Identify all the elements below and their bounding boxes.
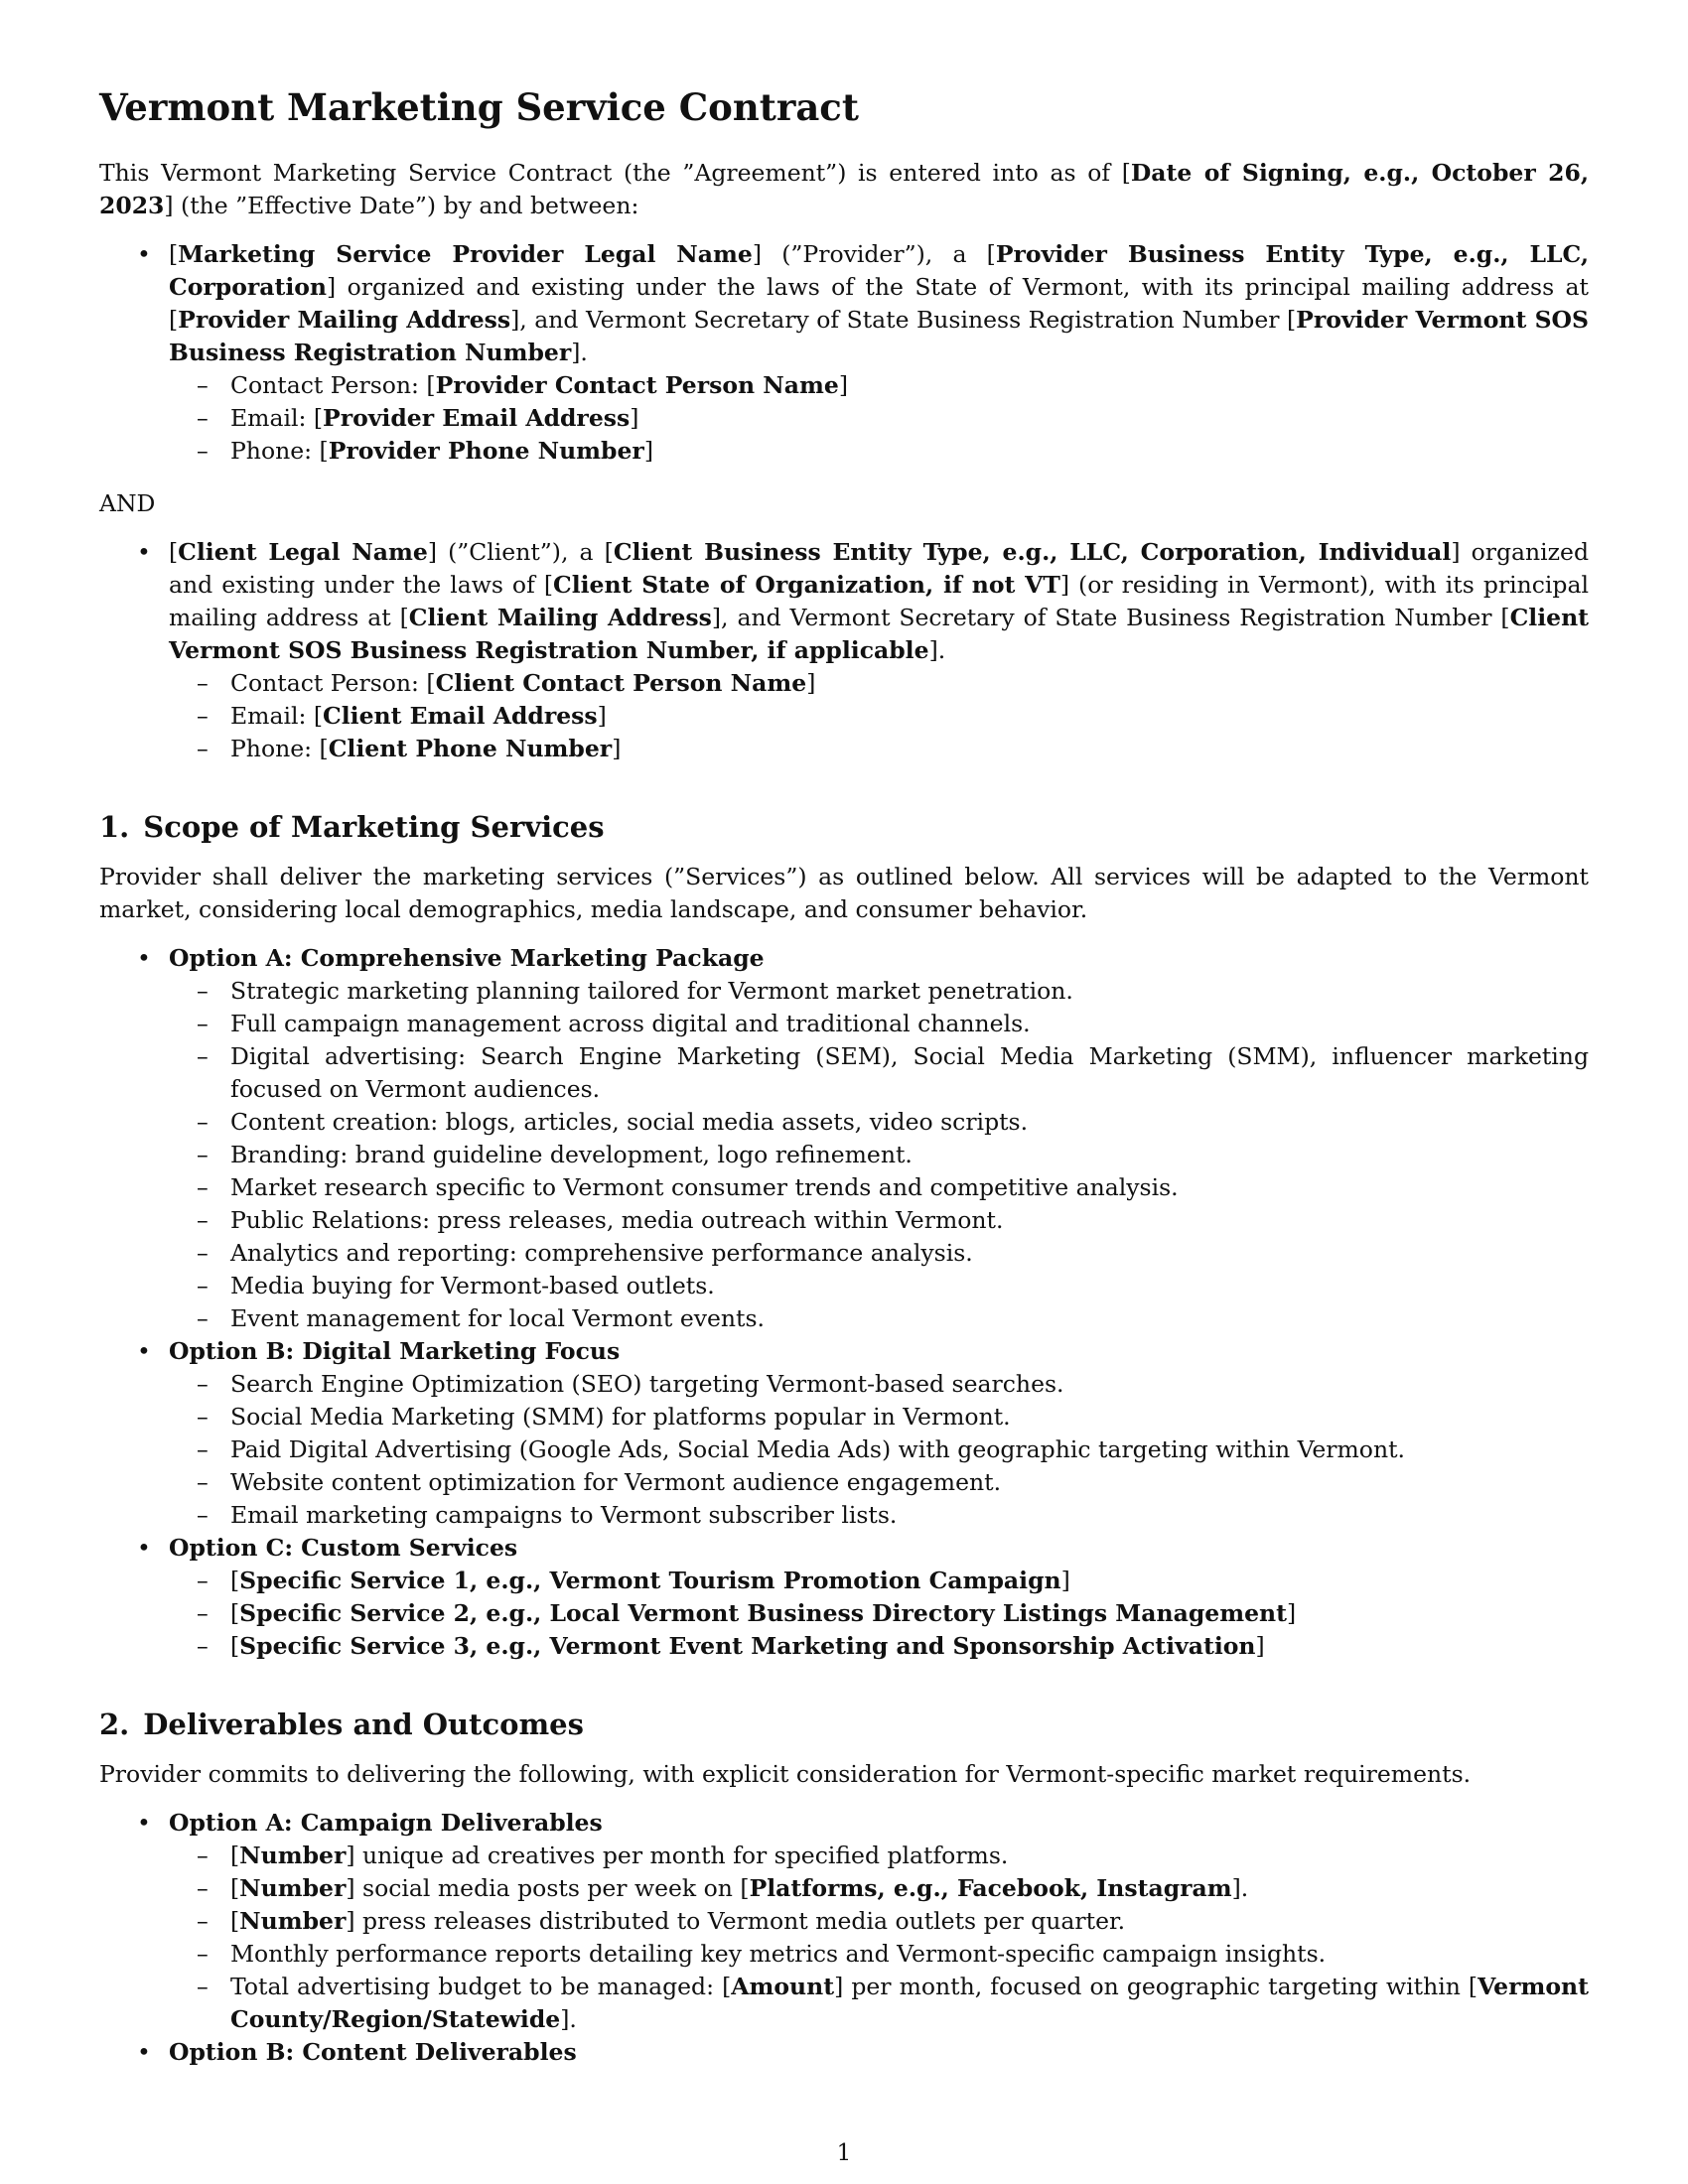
list-item: – Media buying for Vermont-based outlets. [169, 1270, 1589, 1302]
list-item: – [Specific Service 1, e.g., Vermont Tourism Promotion Campaign] [169, 1565, 1589, 1597]
document-page [99, 85, 1589, 2069]
dash-icon: – [197, 1501, 209, 1529]
bullet-icon: • [137, 1534, 151, 1562]
client-email: – Email: [Client Email Address] [169, 700, 1589, 733]
dash-icon: – [197, 1108, 209, 1136]
client-party-list [99, 536, 1589, 765]
dash-icon: – [197, 1173, 209, 1201]
list-item: – Total advertising budget to be managed: [Amount] per month, focused on geographic targeting within [Vermont County/Region/Statewide]. [197, 1973, 1589, 2033]
service-option-c: • Option C: Custom Services – [Specific Service 1, e.g., Vermont Tourism Promotion Campaign] – [Specific Service 2, e.g., Local Vermont Business Directory Listings Management] – [Specific Service 3, e.g., Vermont Event Marketing and Sponsorship Activation] [99, 1532, 1589, 1663]
document-title: Vermont Marketing Service Contract [99, 85, 859, 129]
dash-icon: – [197, 1468, 209, 1496]
dash-icon: – [197, 1272, 209, 1299]
client-party: • [Client Legal Name] (”Client”), a [Client Business Entity Type, e.g., LLC, Corporation, Individual] organized and existing under the laws of [Client State of Organization, if not VT] (or residing in Vermont), with its principal mailing address at [Client Mailing Address], and Vermont Secretary of State Business Registration Number [Client Vermont SOS Business Registration Number, if applicable]. – Contact Person: [Client Contact Person Name] – Email: [Client Email Address] – Phone: [Client Phone Number] [99, 536, 1589, 765]
option-a-items [169, 975, 1589, 1335]
list-item: – [Number] press releases distributed to Vermont media outlets per quarter. [169, 1905, 1589, 1938]
dash-icon: – [197, 735, 209, 762]
dash-icon: – [197, 1874, 209, 1902]
dash-icon: – [197, 1599, 209, 1627]
bullet-icon: • [137, 1337, 151, 1365]
deliverables-options-list [99, 1807, 1589, 2069]
dash-icon: – [197, 1206, 209, 1234]
bullet-icon: • [137, 1809, 151, 1837]
dash-icon: – [197, 404, 209, 432]
dash-icon: – [197, 1304, 209, 1332]
list-item: – Content creation: blogs, articles, social media assets, video scripts. [169, 1106, 1589, 1139]
intro-paragraph: This Vermont Marketing Service Contract (the ”Agreement”) is entered into as of [Date of Signing, e.g., October 26, 2023] (the ”Effective Date”) by and between: [99, 159, 1589, 219]
list-item: – Social Media Marketing (SMM) for platforms popular in Vermont. [169, 1401, 1589, 1433]
date-placeholder: Date of Signing, e.g., October 26, 2023 [99, 159, 1589, 219]
dash-icon: – [197, 1842, 209, 1869]
bullet-icon: • [137, 538, 151, 566]
page-number: 1 [836, 2140, 852, 2166]
dash-icon: – [197, 1141, 209, 1168]
service-option-b: • Option B: Digital Marketing Focus – Search Engine Optimization (SEO) targeting Vermont-based searches. – Social Media Marketing (SMM) for platforms popular in Vermont. – Paid Digital Advertising (Google Ads, Social Media Ads) with geographic targeting within Vermont. – Website content optimization for Vermont audience engagement. – Email marketing campaigns to Vermont subscriber lists. [99, 1335, 1589, 1532]
services-options-list [99, 942, 1589, 1663]
list-item: – Event management for local Vermont events. [169, 1302, 1589, 1335]
client-phone: – Phone: [Client Phone Number] [169, 733, 1589, 765]
list-item: – [Number] unique ad creatives per month for specified platforms. [169, 1840, 1589, 1872]
dash-icon: – [197, 1973, 209, 2000]
list-item: – Market research specific to Vermont consumer trends and competitive analysis. [169, 1171, 1589, 1204]
client-contact-person: – Contact Person: [Client Contact Person Name] [169, 667, 1589, 700]
section-1-intro: Provider shall deliver the marketing services (”Services”) as outlined below. All services will be adapted to the Vermont market, considering local demographics, media landscape, and consumer behavior. [99, 863, 1589, 923]
dash-icon: – [197, 669, 209, 697]
bullet-icon: • [137, 944, 151, 972]
client-contact-list [169, 667, 1589, 765]
list-item: – Website content optimization for Vermont audience engagement. [169, 1466, 1589, 1499]
option-c-items [169, 1565, 1589, 1663]
bullet-icon: • [137, 2038, 151, 2066]
list-item: – [Specific Service 2, e.g., Local Vermont Business Directory Listings Management] [169, 1597, 1589, 1630]
dash-icon: – [197, 1403, 209, 1431]
list-item: – [Specific Service 3, e.g., Vermont Event Marketing and Sponsorship Activation] [169, 1630, 1589, 1663]
section-2-intro: Provider commits to delivering the following, with explicit consideration for Vermont-specific market requirements. [99, 1760, 1472, 1788]
list-item: – Strategic marketing planning tailored for Vermont market penetration. [169, 975, 1589, 1008]
dash-icon: – [197, 1907, 209, 1935]
deliverable-option-a: • Option A: Campaign Deliverables – [Number] unique ad creatives per month for specified platforms. – [Number] social media posts per week on [Platforms, e.g., Facebook, Instagram]. – [Number] press releases distributed to Vermont media outlets per quarter. – Monthly performance reports detailing key metrics and Vermont-specific campaign insights. – Total advertising budget to be managed: [Amount] per month, focused on geographic targeting within [Vermont County/Region/Statewide]. [99, 1807, 1589, 2036]
dash-icon: – [197, 1370, 209, 1398]
list-item: – Email marketing campaigns to Vermont subscriber lists. [169, 1499, 1589, 1532]
section-2-heading: 2. Deliverables and Outcomes [99, 1707, 584, 1741]
list-item: – [Number] social media posts per week on [Platforms, e.g., Facebook, Instagram]. [169, 1872, 1589, 1905]
deliverable-option-b: • Option B: Content Deliverables [99, 2036, 1589, 2069]
list-item: – Digital advertising: Search Engine Marketing (SEM), Social Media Marketing (SMM), influencer marketing focused on Vermont audiences. [197, 1042, 1589, 1103]
service-option-a: • Option A: Comprehensive Marketing Package – Strategic marketing planning tailored for Vermont market penetration. – Full campaign management across digital and traditional channels. – Digital advertising: Search Engine Marketing (SEM), Social Media Marketing (SMM), influencer marketing focused on Vermont audiences. – Content creation: blogs, articles, social media assets, video scripts. – Branding: brand guideline development, logo refinement. – Market research specific to Vermont consumer trends and competitive analysis. – Public Relations: press releases, media outreach within Vermont. – Analytics and reporting: comprehensive performance analysis. – Media buying for Vermont-based outlets. – Event management for local Vermont events. [99, 942, 1589, 1335]
list-item: – Paid Digital Advertising (Google Ads, Social Media Ads) with geographic targeting within Vermont. [169, 1433, 1589, 1466]
dash-icon: – [197, 1239, 209, 1267]
dash-icon: – [197, 437, 209, 465]
provider-phone: – Phone: [Provider Phone Number] [169, 435, 1589, 468]
and-separator: AND [99, 489, 156, 517]
dash-icon: – [197, 1567, 209, 1594]
dash-icon: – [197, 371, 209, 399]
dash-icon: – [197, 1010, 209, 1037]
dash-icon: – [197, 1435, 209, 1463]
provider-party-list [99, 238, 1589, 468]
dash-icon: – [197, 1940, 209, 1968]
provider-party: • [Marketing Service Provider Legal Name] (”Provider”), a [Provider Business Entity Type, e.g., LLC, Corporation] organized and existing under the laws of the State of Vermont, with its principal mailing address at [Provider Mailing Address], and Vermont Secretary of State Business Registration Number [Provider Vermont SOS Business Registration Number]. – Contact Person: [Provider Contact Person Name] – Email: [Provider Email Address] – Phone: [Provider Phone Number] [99, 238, 1589, 468]
dash-icon: – [197, 1042, 209, 1070]
dash-icon: – [197, 702, 209, 730]
list-item: – Full campaign management across digital and traditional channels. [169, 1008, 1589, 1040]
dash-icon: – [197, 1632, 209, 1660]
option-b-items [169, 1368, 1589, 1532]
list-item: – Branding: brand guideline development, logo refinement. [169, 1139, 1589, 1171]
deliverable-a-items [169, 1840, 1589, 2036]
list-item: – Monthly performance reports detailing key metrics and Vermont-specific campaign insights. [169, 1938, 1589, 1971]
provider-contact-list [169, 369, 1589, 468]
list-item: – Analytics and reporting: comprehensive performance analysis. [169, 1237, 1589, 1270]
list-item: – Search Engine Optimization (SEO) targeting Vermont-based searches. [169, 1368, 1589, 1401]
dash-icon: – [197, 977, 209, 1005]
provider-email: – Email: [Provider Email Address] [169, 402, 1589, 435]
list-item: – Public Relations: press releases, media outreach within Vermont. [169, 1204, 1589, 1237]
bullet-icon: • [137, 240, 151, 268]
section-1-heading: 1. Scope of Marketing Services [99, 810, 605, 844]
provider-contact-person: – Contact Person: [Provider Contact Person Name] [169, 369, 1589, 402]
